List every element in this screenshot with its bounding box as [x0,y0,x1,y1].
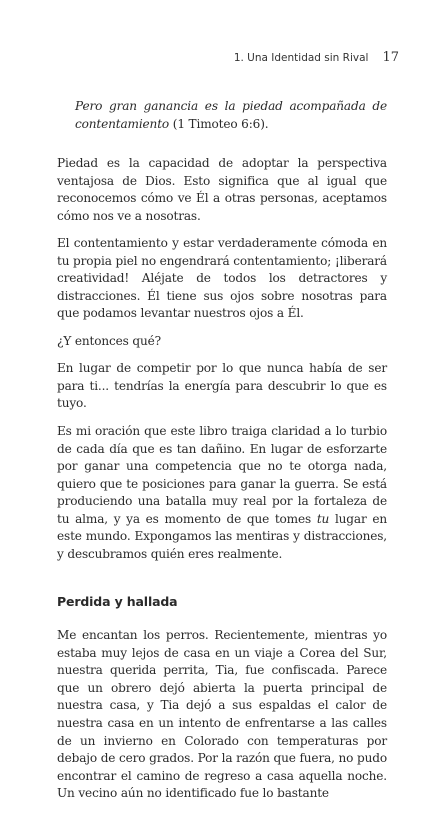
running-title: 1. Una Identidad sin Rival [233,52,369,64]
paragraph-5-emphasis: tu [316,511,330,526]
paragraph-5-part-1: Es mi oración que este libro traiga claridad a lo turbio de cada día que es tan dañino. En lugar de esforzarte por ganar una competencia que no te otorga nada, quiero que te posiciones para ganar la guerra. Se está produciendo una batalla muy real por la fortaleza de tu alma, y ya es momento de que tomes [57,423,387,526]
paragraph-1: Piedad es la capacidad de adoptar la perspectiva ventajosa de Dios. Esto significa que al igual que reconocemos cómo ve Él a otras personas, aceptamos cómo nos ve a nosotras. [57,156,387,223]
quote-text: Pero gran ganancia es la piedad acompañada de contentamiento [75,99,387,131]
running-header [234,50,399,65]
paragraph-6: Me encantan los perros. Recientemente, mientras yo estaba muy lejos de casa en un viaje a Corea del Sur, nuestra querida perrita, Tia, fue confiscada. Parece que un obrero dejó abierta la puerta principal de nuestra casa, y Tia dejó a sus espaldas el calor de nuestra casa en un intento de enfrentarse a las calles de un invierno en Colorado con temperaturas por debajo de cero grados. Por la razón que fuera, no pudo encontrar el camino de regreso a casa aquella noche. Un vecino aún no identificado fue lo bastante [57,628,387,801]
paragraph-3: ¿Y entonces qué? [57,333,161,348]
paragraph-2: El contentamiento y estar verdaderamente cómoda en tu propia piel no engendrará contentamiento; ¡liberará creatividad! Aléjate de todos los detractores y distracciones. Él tiene sus ojos sobre nosotras para que podamos levantar nuestros ojos a Él. [57,236,387,321]
section-heading: Perdida y hallada [57,594,178,610]
paragraph-5-part-2: lugar en este mundo. Expongamos las mentiras y distracciones, y descubramos quién eres realmente. [57,511,387,561]
page-number: 17 [382,50,399,65]
page-body [57,80,387,813]
scripture-quote [57,98,387,133]
paragraph-4: En lugar de competir por lo que nunca había de ser para ti... tendrías la energía para descubrir lo que es tuyo. [57,361,387,411]
paragraph-5 [57,423,387,563]
quote-citation: (1 Timoteo 6:6). [172,116,269,131]
